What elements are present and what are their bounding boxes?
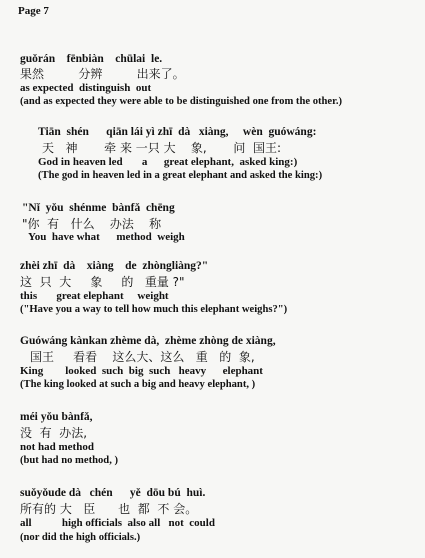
hanzi-line: 没 有 办法, [20,426,88,440]
pinyin-line: "Nǐ yǒu shénme bànfǎ chēng [22,202,175,214]
gloss-line: not had method [20,441,94,453]
translation-line: (The king looked at such a big and heavy elephant, ) [20,379,256,390]
translation-line: (nor did the high officials.) [20,532,141,543]
hanzi-line: 果然 分辨 出来了。 [20,67,185,81]
pinyin-line: guǒrán fēnbiàn chūlai le. [20,53,163,65]
hanzi-line: 所有的 大 臣 也 都 不 会。 [20,502,198,516]
pinyin-line: méi yǒu bànfǎ, [20,411,93,423]
translation-line: (but had no method, ) [20,455,119,466]
gloss-line: all high officials also all not could [20,517,215,529]
pinyin-line: suǒyǒude dà chén yě dōu bú huì. [20,487,206,499]
gloss-line: this great elephant weight [20,290,169,302]
translation-line: ("Have you a way to tell how much this elephant weighs?") [20,304,288,315]
pinyin-line: zhèi zhī dà xiàng de zhòngliàng?" [20,260,209,272]
hanzi-line: 国王 看看 这么大、这么 重 的 象, [30,350,255,364]
translation-line: (The god in heaven led in a great elephant and asked the king:) [38,170,323,181]
gloss-line: God in heaven led a great elephant, asked king:) [38,156,298,168]
gloss-line: as expected distinguish out [20,82,152,94]
hanzi-line: "你 有 什么 办法 称 [22,217,162,231]
pinyin-line: Tiān shén qiān lái yì zhī dà xiàng, wèn guówáng: [38,126,317,138]
translation-line: (and as expected they were able to be distinguished one from the other.) [20,96,343,107]
hanzi-line: 这 只 大 象 的 重量 ?" [20,275,185,289]
hanzi-line: 天 神 牵 来 一只 大 象, 问 国王: [42,141,282,155]
gloss-line: King looked such big such heavy elephant [20,365,263,377]
page-number: Page 7 [18,5,49,17]
pinyin-line: Guówáng kànkan zhème dà, zhème zhòng de xiàng, [20,335,276,347]
gloss-line: You have what method weigh [28,231,185,243]
